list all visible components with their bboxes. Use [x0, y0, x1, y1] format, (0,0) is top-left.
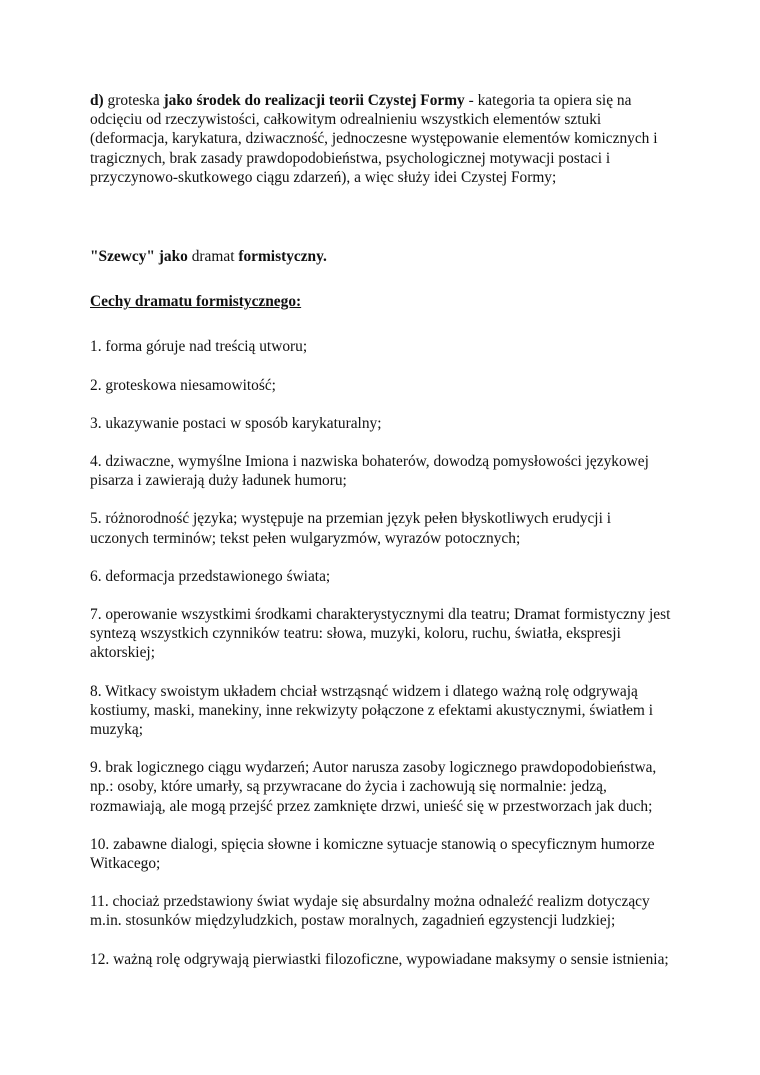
document-body	[90, 91, 690, 988]
list-item-line: 7. operowanie wszystkimi środkami charakterystycznymi dla teatru; Dramat formistyczny jest	[90, 606, 671, 624]
list-item	[90, 337, 690, 356]
list-item	[90, 892, 690, 930]
list-item-line: 4. dziwaczne, wymyślne Imiona i nazwiska bohaterów, dowodzą pomysłowości językowej	[90, 453, 649, 471]
list-item-line: 5. różnorodność języka; występuje na przemian język pełen błyskotliwych erudycji i	[90, 510, 611, 528]
section-heading	[90, 247, 690, 266]
list-item-line: 12. ważną rolę odgrywają pierwiastki filozoficzne, wypowiadane maksymy o sensie istnienia;	[90, 950, 669, 968]
list-item	[90, 950, 690, 969]
intro-label: d)	[90, 92, 104, 109]
list-heading: Cechy dramatu formistycznego:	[90, 293, 302, 311]
list-item-line: uczonych terminów; tekst pełen wulgaryzmów, wyrazów potocznych;	[90, 529, 521, 547]
intro-paragraph	[90, 91, 690, 187]
intro-bold-phrase: jako środek do realizacji teorii Czystej Formy	[163, 92, 465, 109]
list-item	[90, 682, 690, 740]
list-item-line: syntezą wszystkich czynników teatru: słowa, muzyki, koloru, ruchu, światła, ekspresji	[90, 625, 621, 643]
intro-line-4: tragicznych, brak zasady prawdopodobieństwa, psychologicznej motywacji postaci i	[90, 149, 611, 167]
list-item	[90, 376, 690, 395]
feature-list	[90, 337, 690, 968]
list-item-line: Witkacego;	[90, 855, 161, 873]
heading-bold-1: "Szewcy" jako	[90, 248, 188, 266]
list-item-line: m.in. stosunków międzyludzkich, postaw moralnych, zagadnień egzystencji ludzkiej;	[90, 912, 616, 930]
list-item-line: 2. groteskowa niesamowitość;	[90, 376, 276, 394]
list-item-line: pisarza i zawierają duży ładunek humoru;	[90, 472, 347, 490]
intro-line-5: przyczynowo-skutkowego ciągu zdarzeń), a więc służy idei Czystej Formy;	[90, 168, 557, 186]
list-item	[90, 567, 690, 586]
list-item	[90, 758, 690, 816]
list-item-line: 11. chociaż przedstawiony świat wydaje się absurdalny można odnaleźć realizm dotyczący	[90, 893, 650, 911]
list-item-line: aktorskiej;	[90, 644, 155, 662]
list-item	[90, 605, 690, 663]
list-item-line: np.: osoby, które umarły, są przywracane do życia i zachowują się normalnie: jedzą,	[90, 778, 607, 796]
heading-bold-2: formistyczny.	[238, 248, 327, 266]
list-item-line: 8. Witkacy swoistym układem chciał wstrząsnąć widzem i dlatego ważną rolę odgrywają	[90, 682, 638, 700]
intro-line-2: odcięciu od rzeczywistości, całkowitym odrealnieniu wszystkich elementów sztuki	[90, 111, 602, 129]
list-item-line: 10. zabawne dialogi, spięcia słowne i komiczne sytuacje stanowią o specyficznym humorze	[90, 835, 655, 853]
list-item	[90, 835, 690, 873]
heading-normal: dramat	[191, 248, 235, 266]
intro-word: groteska	[107, 92, 160, 109]
list-item-line: rozmawiają, ale mogą przejść przez zamknięte drzwi, unieść się w przestworzach jak duch;	[90, 797, 653, 815]
list-item-line: 3. ukazywanie postaci w sposób karykaturalny;	[90, 414, 382, 432]
intro-line-1	[90, 91, 690, 110]
list-item	[90, 509, 690, 547]
list-item-line: 9. brak logicznego ciągu wydarzeń; Autor narusza zasoby logicznego prawdopodobieństwa,	[90, 759, 657, 777]
list-item-line: muzyką;	[90, 721, 143, 739]
intro-line-3: (deformacja, karykatura, dziwaczność, jednoczesne występowanie elementów komicznych i	[90, 130, 658, 148]
list-item-line: 6. deformacja przedstawionego świata;	[90, 567, 331, 585]
list-item-line: kostiumy, maski, manekiny, inne rekwizyty połączone z efektami akustycznymi, światłem i	[90, 701, 654, 719]
list-item-line: 1. forma góruje nad treścią utworu;	[90, 338, 308, 356]
intro-line-1-rest: - kategoria ta opiera się na	[468, 92, 632, 109]
list-item	[90, 452, 690, 490]
list-item	[90, 414, 690, 433]
